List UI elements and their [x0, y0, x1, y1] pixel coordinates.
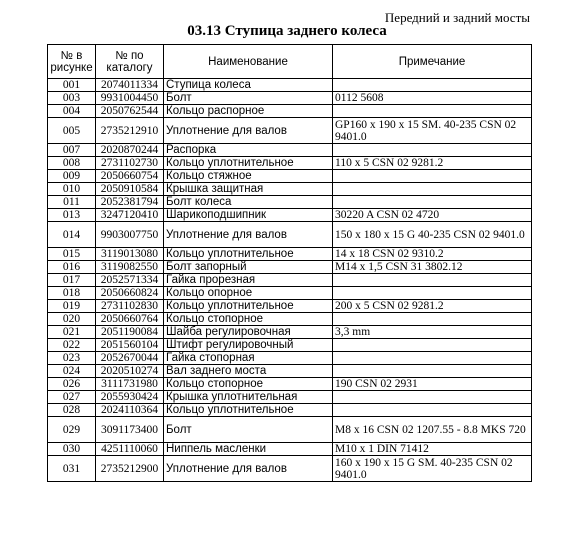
cell-note: [333, 365, 532, 378]
cell-name: Кольцо стопорное: [164, 378, 333, 391]
cell-note: [333, 183, 532, 196]
cell-name: Кольцо стопорное: [164, 313, 333, 326]
cell-catalog: 2052381794: [96, 196, 164, 209]
cell-name: Гайка стопорная: [164, 352, 333, 365]
cell-catalog: 2055930424: [96, 391, 164, 404]
cell-catalog: 3119082550: [96, 261, 164, 274]
cell-note: M14 x 1,5 CSN 31 3802.12: [333, 261, 532, 274]
cell-note: 3,3 mm: [333, 326, 532, 339]
cell-num: 017: [48, 274, 96, 287]
cell-note: 30220 A CSN 02 4720: [333, 209, 532, 222]
table-row: [48, 404, 532, 417]
cell-num: 023: [48, 352, 96, 365]
cell-catalog: 2050660824: [96, 287, 164, 300]
table-row: [48, 92, 532, 105]
cell-note: 150 x 180 x 15 G 40-235 CSN 02 9401.0: [333, 222, 532, 248]
cell-catalog: 2735212910: [96, 118, 164, 144]
cell-note: [333, 339, 532, 352]
table-row: [48, 339, 532, 352]
cell-name: Шайба регулировочная: [164, 326, 333, 339]
table-row: [48, 170, 532, 183]
cell-num: 004: [48, 105, 96, 118]
cell-catalog: 3091173400: [96, 417, 164, 443]
cell-num: 027: [48, 391, 96, 404]
parts-table: [47, 44, 532, 482]
cell-catalog: 3111731980: [96, 378, 164, 391]
table-row: [48, 183, 532, 196]
cell-note: [333, 391, 532, 404]
table-row: [48, 144, 532, 157]
cell-name: Крышка уплотнительная: [164, 391, 333, 404]
cell-name: Кольцо опорное: [164, 287, 333, 300]
cell-name: Кольцо распорное: [164, 105, 333, 118]
cell-note: [333, 79, 532, 92]
cell-num: 024: [48, 365, 96, 378]
cell-catalog: 2051560104: [96, 339, 164, 352]
cell-note: [333, 274, 532, 287]
cell-note: GP160 x 190 x 15 SM. 40-235 CSN 02 9401.0: [333, 118, 532, 144]
table-row: [48, 79, 532, 92]
table-row: [48, 417, 532, 443]
cell-catalog: 2731102830: [96, 300, 164, 313]
cell-note: M10 x 1 DIN 71412: [333, 443, 532, 456]
cell-note: 14 x 18 CSN 02 9310.2: [333, 248, 532, 261]
cell-num: 008: [48, 157, 96, 170]
cell-name: Болт: [164, 417, 333, 443]
cell-catalog: 3119013080: [96, 248, 164, 261]
cell-catalog: 9931004450: [96, 92, 164, 105]
cell-note: [333, 170, 532, 183]
cell-catalog: 2050660764: [96, 313, 164, 326]
cell-num: 014: [48, 222, 96, 248]
column-header-name: Наименование: [164, 45, 333, 79]
table-row: [48, 105, 532, 118]
table-row: [48, 443, 532, 456]
column-header-note: Примечание: [333, 45, 532, 79]
table-row: [48, 287, 532, 300]
cell-catalog: 2050910584: [96, 183, 164, 196]
cell-name: Кольцо стяжное: [164, 170, 333, 183]
cell-catalog: 2051190084: [96, 326, 164, 339]
cell-catalog: 2024110364: [96, 404, 164, 417]
cell-num: 011: [48, 196, 96, 209]
cell-note: [333, 404, 532, 417]
cell-name: Уплотнение для валов: [164, 456, 333, 482]
cell-num: 021: [48, 326, 96, 339]
cell-name: Кольцо уплотнительное: [164, 248, 333, 261]
cell-note: 200 x 5 CSN 02 9281.2: [333, 300, 532, 313]
cell-note: [333, 287, 532, 300]
cell-name: Гайка прорезная: [164, 274, 333, 287]
cell-note: 110 x 5 CSN 02 9281.2: [333, 157, 532, 170]
cell-catalog: 9903007750: [96, 222, 164, 248]
cell-catalog: 2731102730: [96, 157, 164, 170]
cell-catalog: 2020870244: [96, 144, 164, 157]
table-row: [48, 209, 532, 222]
cell-note: [333, 196, 532, 209]
cell-name: Кольцо уплотнительное: [164, 300, 333, 313]
cell-num: 018: [48, 287, 96, 300]
cell-num: 003: [48, 92, 96, 105]
cell-name: Уплотнение для валов: [164, 118, 333, 144]
cell-catalog: 2020510274: [96, 365, 164, 378]
table-body: [48, 79, 532, 482]
cell-num: 010: [48, 183, 96, 196]
cell-note: M8 x 16 CSN 02 1207.55 - 8.8 MKS 720: [333, 417, 532, 443]
cell-num: 019: [48, 300, 96, 313]
column-header-catalog: № по каталогу: [96, 45, 164, 79]
cell-num: 029: [48, 417, 96, 443]
cell-catalog: 2735212900: [96, 456, 164, 482]
cell-num: 013: [48, 209, 96, 222]
cell-num: 015: [48, 248, 96, 261]
table-row: [48, 391, 532, 404]
cell-catalog: 2052571334: [96, 274, 164, 287]
cell-catalog: 2052670044: [96, 352, 164, 365]
cell-catalog: 4251110060: [96, 443, 164, 456]
table-row: [48, 118, 532, 144]
cell-num: 031: [48, 456, 96, 482]
cell-note: [333, 352, 532, 365]
table-row: [48, 261, 532, 274]
cell-num: 005: [48, 118, 96, 144]
cell-name: Штифт регулировочный: [164, 339, 333, 352]
cell-catalog: 2074011334: [96, 79, 164, 92]
table-row: [48, 248, 532, 261]
table-row: [48, 222, 532, 248]
cell-note: 0112 5608: [333, 92, 532, 105]
cell-name: Крышка защитная: [164, 183, 333, 196]
cell-catalog: 2050762544: [96, 105, 164, 118]
cell-num: 009: [48, 170, 96, 183]
cell-name: Вал заднего моста: [164, 365, 333, 378]
cell-note: [333, 105, 532, 118]
cell-catalog: 2050660754: [96, 170, 164, 183]
table-row: [48, 326, 532, 339]
table-row: [48, 378, 532, 391]
cell-name: Болт: [164, 92, 333, 105]
table-row: [48, 365, 532, 378]
cell-num: 028: [48, 404, 96, 417]
cell-name: Ниппель масленки: [164, 443, 333, 456]
table-row: [48, 274, 532, 287]
cell-note: 160 x 190 x 15 G SM. 40-235 CSN 02 9401.0: [333, 456, 532, 482]
table-row: [48, 196, 532, 209]
section-label: Передний и задний мосты: [384, 10, 530, 25]
cell-num: 022: [48, 339, 96, 352]
cell-name: Шарикоподшипник: [164, 209, 333, 222]
cell-catalog: 3247120410: [96, 209, 164, 222]
table-row: [48, 157, 532, 170]
table-row: [48, 456, 532, 482]
table-row: [48, 352, 532, 365]
cell-note: [333, 144, 532, 157]
cell-name: Ступица колеса: [164, 79, 333, 92]
cell-num: 001: [48, 79, 96, 92]
cell-num: 026: [48, 378, 96, 391]
cell-name: Распорка: [164, 144, 333, 157]
page-title: 03.13 Ступица заднего колеса: [187, 23, 387, 39]
cell-name: Болт колеса: [164, 196, 333, 209]
cell-note: [333, 313, 532, 326]
cell-name: Болт запорный: [164, 261, 333, 274]
column-header-num: № в рисунке: [48, 45, 96, 79]
cell-num: 016: [48, 261, 96, 274]
cell-num: 020: [48, 313, 96, 326]
cell-num: 007: [48, 144, 96, 157]
cell-name: Уплотнение для валов: [164, 222, 333, 248]
table-header-row: [48, 45, 532, 79]
cell-name: Кольцо уплотнительное: [164, 404, 333, 417]
table-row: [48, 300, 532, 313]
table-row: [48, 313, 532, 326]
cell-note: 190 CSN 02 2931: [333, 378, 532, 391]
cell-num: 030: [48, 443, 96, 456]
cell-name: Кольцо уплотнительное: [164, 157, 333, 170]
